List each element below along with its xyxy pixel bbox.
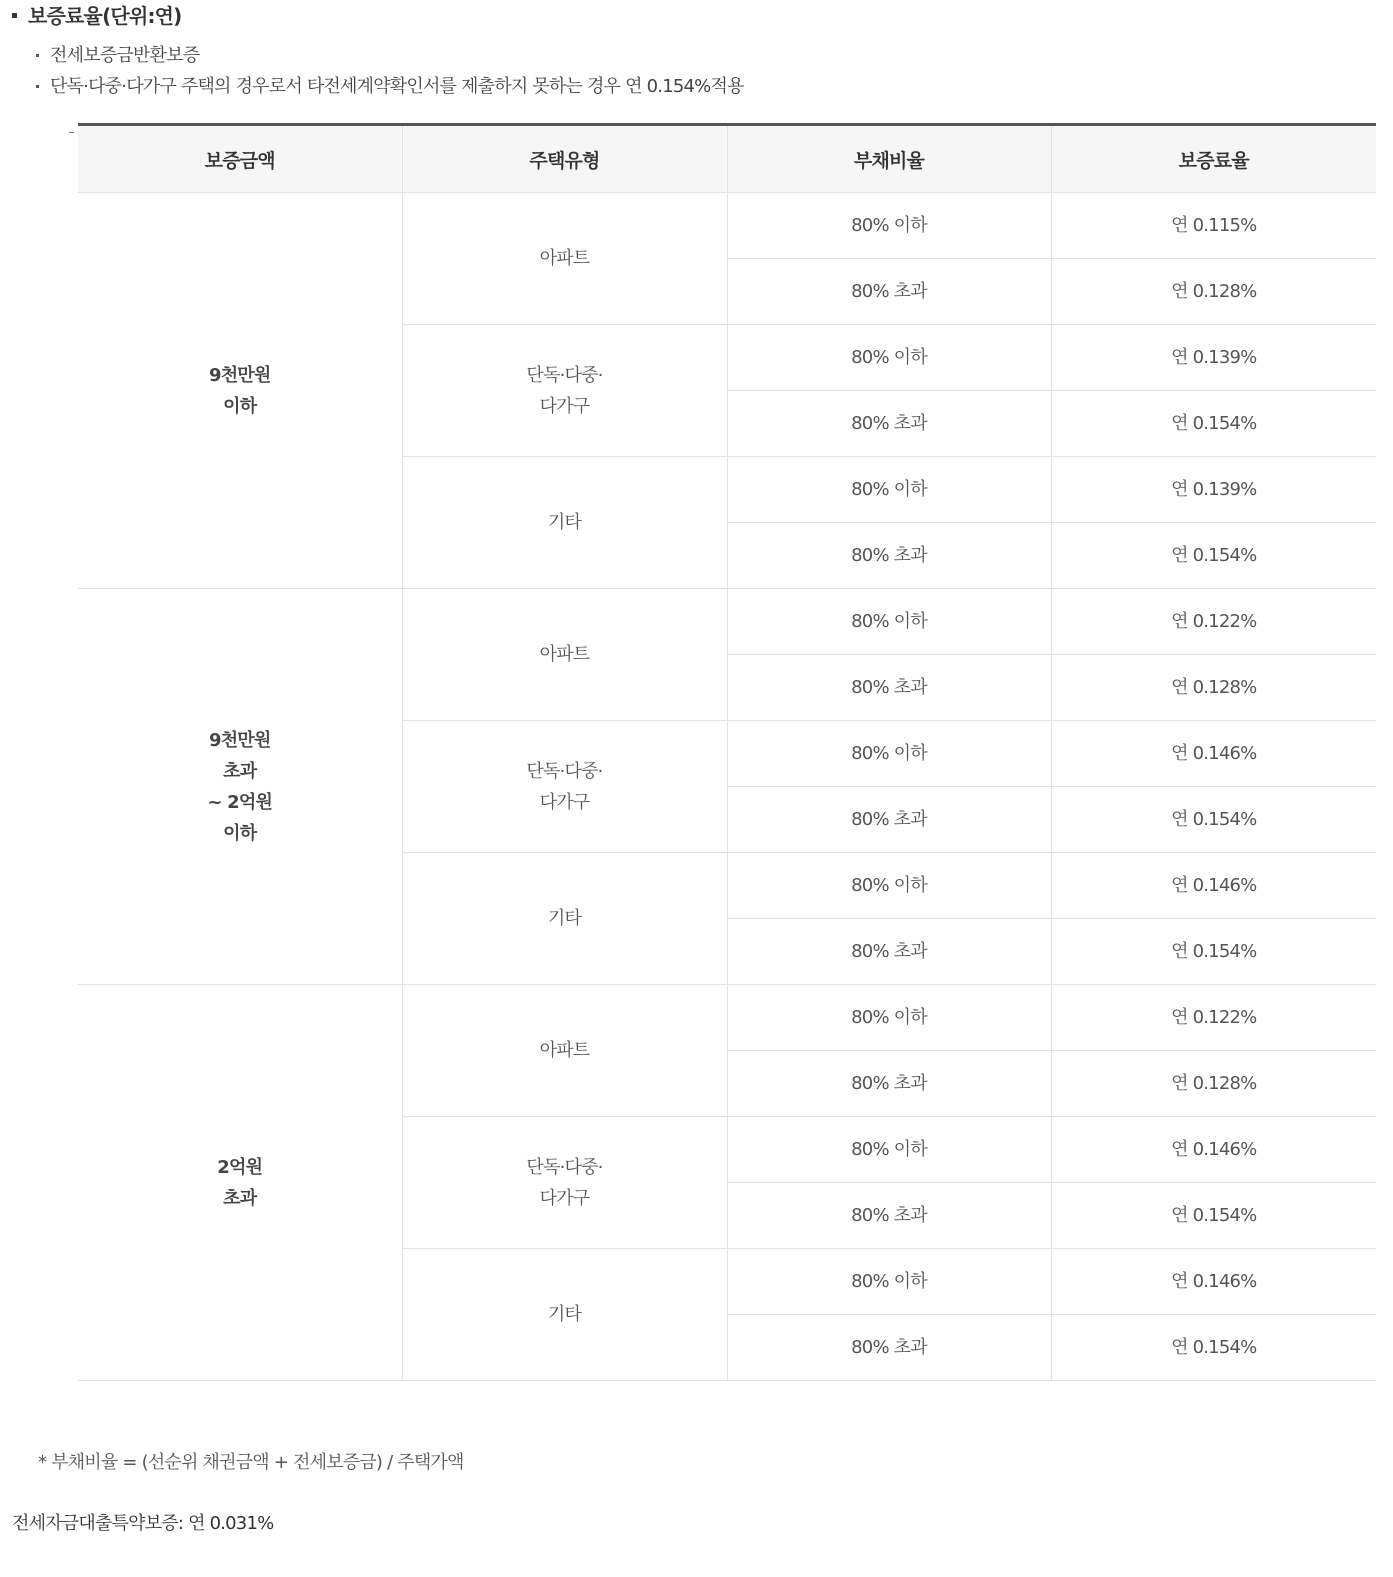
debt-ratio-cell: 80% 초과 — [727, 523, 1051, 589]
debt-ratio-cell: 80% 이하 — [727, 589, 1051, 655]
house-type-cell: 단독·다중· 다가구 — [402, 325, 727, 457]
rate-cell: 연 0.154% — [1051, 1183, 1376, 1249]
bullet-dot-icon — [36, 85, 39, 88]
rate-cell: 연 0.122% — [1051, 589, 1376, 655]
debt-ratio-cell: 80% 초과 — [727, 1183, 1051, 1249]
sub-item-text: 전세보증금반환보증 — [50, 45, 200, 66]
debt-ratio-note: * 부채비율 = (선순위 채권금액 + 전세보증금) / 주택가액 — [38, 1452, 464, 1473]
header-rate: 보증료율 — [1051, 125, 1376, 193]
amount-cell: 2억원 초과 — [78, 985, 402, 1381]
rate-cell: 연 0.146% — [1051, 721, 1376, 787]
rate-cell: 연 0.146% — [1051, 853, 1376, 919]
amount-cell: 9천만원 초과 ~ 2억원 이하 — [78, 589, 402, 985]
table-header-row — [78, 125, 1376, 193]
debt-ratio-cell: 80% 초과 — [727, 1051, 1051, 1117]
rate-cell: 연 0.128% — [1051, 259, 1376, 325]
debt-ratio-cell: 80% 초과 — [727, 787, 1051, 853]
debt-ratio-cell: 80% 초과 — [727, 919, 1051, 985]
section-title — [12, 2, 182, 30]
table-row — [78, 589, 1376, 655]
debt-ratio-cell: 80% 초과 — [727, 1315, 1051, 1381]
house-type-cell: 단독·다중· 다가구 — [402, 1117, 727, 1249]
debt-ratio-cell: 80% 이하 — [727, 193, 1051, 259]
debt-ratio-cell: 80% 초과 — [727, 655, 1051, 721]
square-bullet-icon — [12, 13, 17, 18]
rate-cell: 연 0.146% — [1051, 1249, 1376, 1315]
rate-cell: 연 0.146% — [1051, 1117, 1376, 1183]
house-type-cell: 기타 — [402, 853, 727, 985]
house-type-cell: 아파트 — [402, 589, 727, 721]
table-row — [78, 985, 1376, 1051]
header-amount: 보증금액 — [78, 125, 402, 193]
rate-cell: 연 0.154% — [1051, 787, 1376, 853]
debt-ratio-cell: 80% 이하 — [727, 325, 1051, 391]
debt-ratio-cell: 80% 이하 — [727, 853, 1051, 919]
rate-cell: 연 0.154% — [1051, 391, 1376, 457]
debt-ratio-cell: 80% 이하 — [727, 985, 1051, 1051]
rate-cell: 연 0.115% — [1051, 193, 1376, 259]
rate-cell: 연 0.139% — [1051, 457, 1376, 523]
amount-cell: 9천만원 이하 — [78, 193, 402, 589]
house-type-cell: 기타 — [402, 1249, 727, 1381]
header-house-type: 주택유형 — [402, 125, 727, 193]
sub-item — [36, 71, 744, 102]
sub-item-list — [36, 40, 744, 102]
rate-cell: 연 0.139% — [1051, 325, 1376, 391]
house-type-cell: 기타 — [402, 457, 727, 589]
table-row — [78, 193, 1376, 259]
header-debt-ratio: 부채비율 — [727, 125, 1051, 193]
table-body — [78, 193, 1376, 1381]
dash-mark — [69, 132, 74, 133]
debt-ratio-cell: 80% 초과 — [727, 391, 1051, 457]
special-guarantee-text: 전세자금대출특약보증: 연 0.031% — [12, 1513, 274, 1534]
debt-ratio-cell: 80% 초과 — [727, 259, 1051, 325]
sub-item-text: 단독·다중·다가구 주택의 경우로서 타전세계약확인서를 제출하지 못하는 경우 연 0.154%적용 — [50, 76, 744, 97]
rate-cell: 연 0.122% — [1051, 985, 1376, 1051]
debt-ratio-cell: 80% 이하 — [727, 721, 1051, 787]
rate-cell: 연 0.154% — [1051, 1315, 1376, 1381]
guarantee-rate-table — [78, 123, 1376, 1381]
sub-item — [36, 40, 744, 71]
section-title-text: 보증료율(단위:연) — [28, 4, 182, 28]
rate-cell: 연 0.128% — [1051, 655, 1376, 721]
debt-ratio-cell: 80% 이하 — [727, 1249, 1051, 1315]
house-type-cell: 단독·다중· 다가구 — [402, 721, 727, 853]
debt-ratio-cell: 80% 이하 — [727, 457, 1051, 523]
house-type-cell: 아파트 — [402, 193, 727, 325]
bullet-dot-icon — [36, 54, 39, 57]
rate-cell: 연 0.128% — [1051, 1051, 1376, 1117]
debt-ratio-cell: 80% 이하 — [727, 1117, 1051, 1183]
rate-cell: 연 0.154% — [1051, 919, 1376, 985]
house-type-cell: 아파트 — [402, 985, 727, 1117]
rate-cell: 연 0.154% — [1051, 523, 1376, 589]
